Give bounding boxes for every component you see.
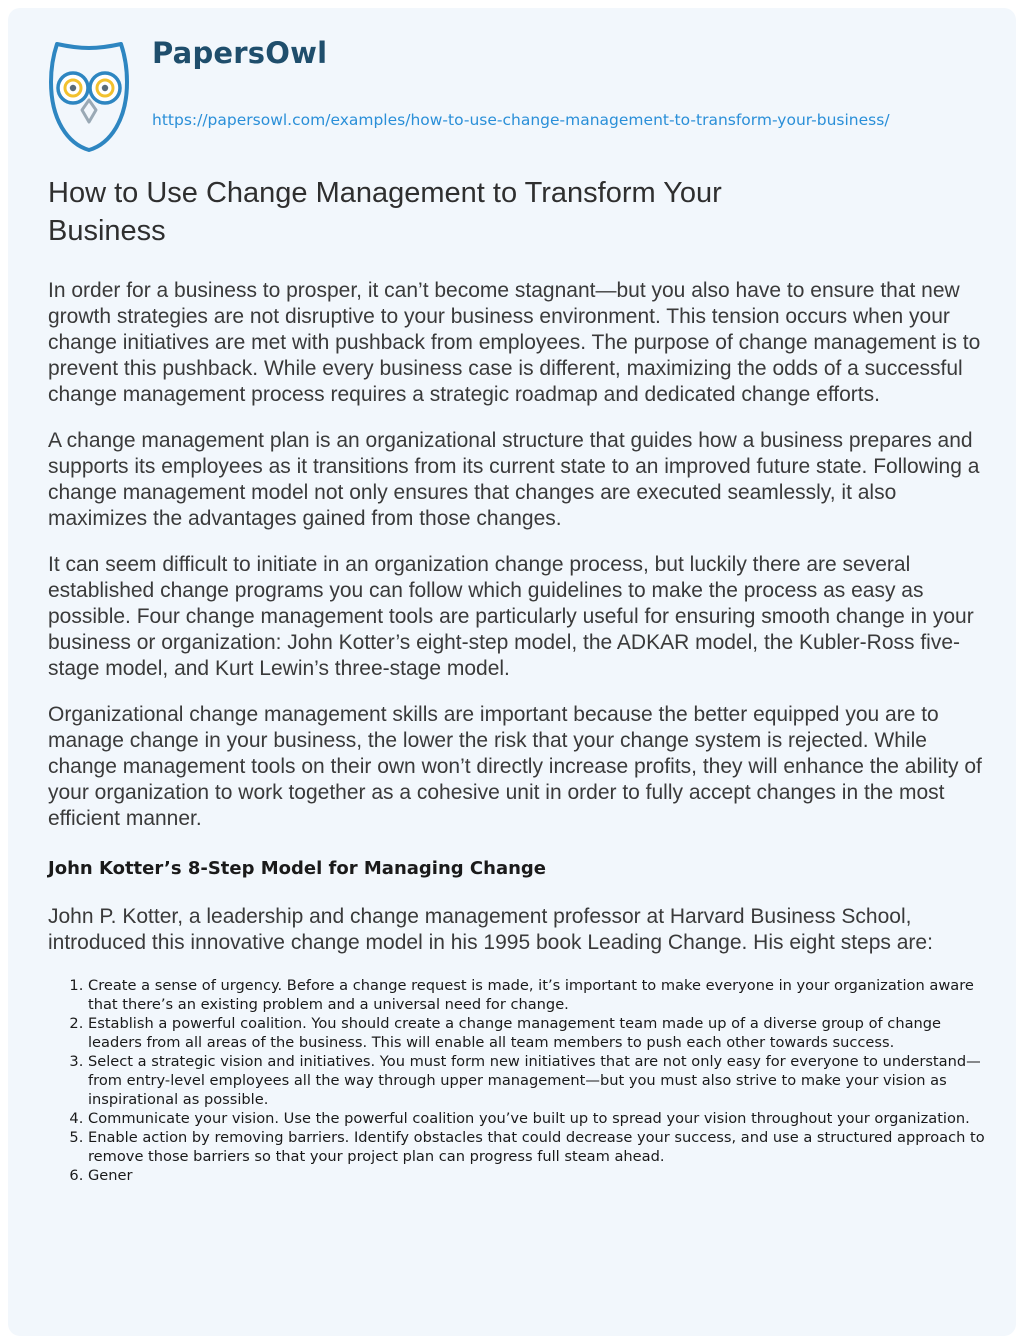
steps-list [48, 976, 988, 1185]
list-item: 4. Communicate your vision. Use the powerful coalition you’ve built up to spread your vision throughout your organization. [88, 1109, 988, 1128]
owl-logo-icon [48, 42, 130, 152]
paragraph-4: Organizational change management skills are important because the better equipped you are to manage change in your business, the lower the risk that your change system is rejected. While change management tools on their own won’t directly increase profits, they will enhance the ability of your organization to work together as a cohesive unit in order to fully accept changes in the most efficient manner. [48, 703, 982, 830]
list-item: 5. Enable action by removing barriers. Identify obstacles that could decrease your success, and use a structured approach to remove those barriers so that your project plan can progress full steam ahead. [88, 1128, 988, 1166]
document-page [8, 8, 1016, 1336]
list-item: 1. Create a sense of urgency. Before a change request is made, it’s important to make everyone in your organization aware that there’s an existing problem and a universal need for change. [88, 976, 988, 1014]
paragraph-3: It can seem difficult to initiate in an organization change process, but luckily there are several established change programs you can follow which guidelines to make the process as easy as possible. Four change management tools are particularly useful for ensuring smooth change in your business or organization: John Kotter’s eight-step model, the ADKAR model, the Kubler-Ross five-stage model, and Kurt Lewin’s three-stage model. [48, 553, 974, 680]
page-header [48, 36, 988, 166]
brand-name: PapersOwl [152, 36, 328, 70]
section-heading: John Kotter’s 8-Step Model for Managing Change [48, 858, 547, 879]
list-item: 3. Select a strategic vision and initiatives. You must form new initiatives that are not only easy for everyone to understand—from entry-level employees all the way through upper management—but you must also strive to make your vision as inspirational as possible. [88, 1052, 988, 1109]
section-intro: John P. Kotter, a leadership and change management professor at Harvard Business School, introduced this innovative change model in his 1995 book Leading Change. His eight steps are: [48, 905, 933, 954]
list-item: 2. Establish a powerful coalition. You should create a change management team made up of a diverse group of change leaders from all areas of the business. This will enable all team members to push each other towards success. [88, 1014, 988, 1052]
list-item: 6. Gener [88, 1166, 988, 1185]
article-body [48, 278, 988, 1185]
source-url-link[interactable]: https://papersowl.com/examples/how-to-use-change-management-to-transform-your-business/ [152, 111, 890, 129]
paragraph-2: A change management plan is an organizational structure that guides how a business prepares and supports its employees as it transitions from its current state to an improved future state. Following a change management model not only ensures that changes are executed seamlessly, it also maximizes the advantages gained from those changes. [48, 429, 980, 530]
article-title: How to Use Change Management to Transform Your Business [48, 177, 722, 247]
paragraph-1: In order for a business to prosper, it can’t become stagnant—but you also have to ensure that new growth strategies are not disruptive to your business environment. This tension occurs when your change initiatives are met with pushback from employees. The purpose of change management is to prevent this pushback. While every business case is different, maximizing the odds of a successful change management process requires a strategic roadmap and dedicated change efforts. [48, 279, 981, 406]
